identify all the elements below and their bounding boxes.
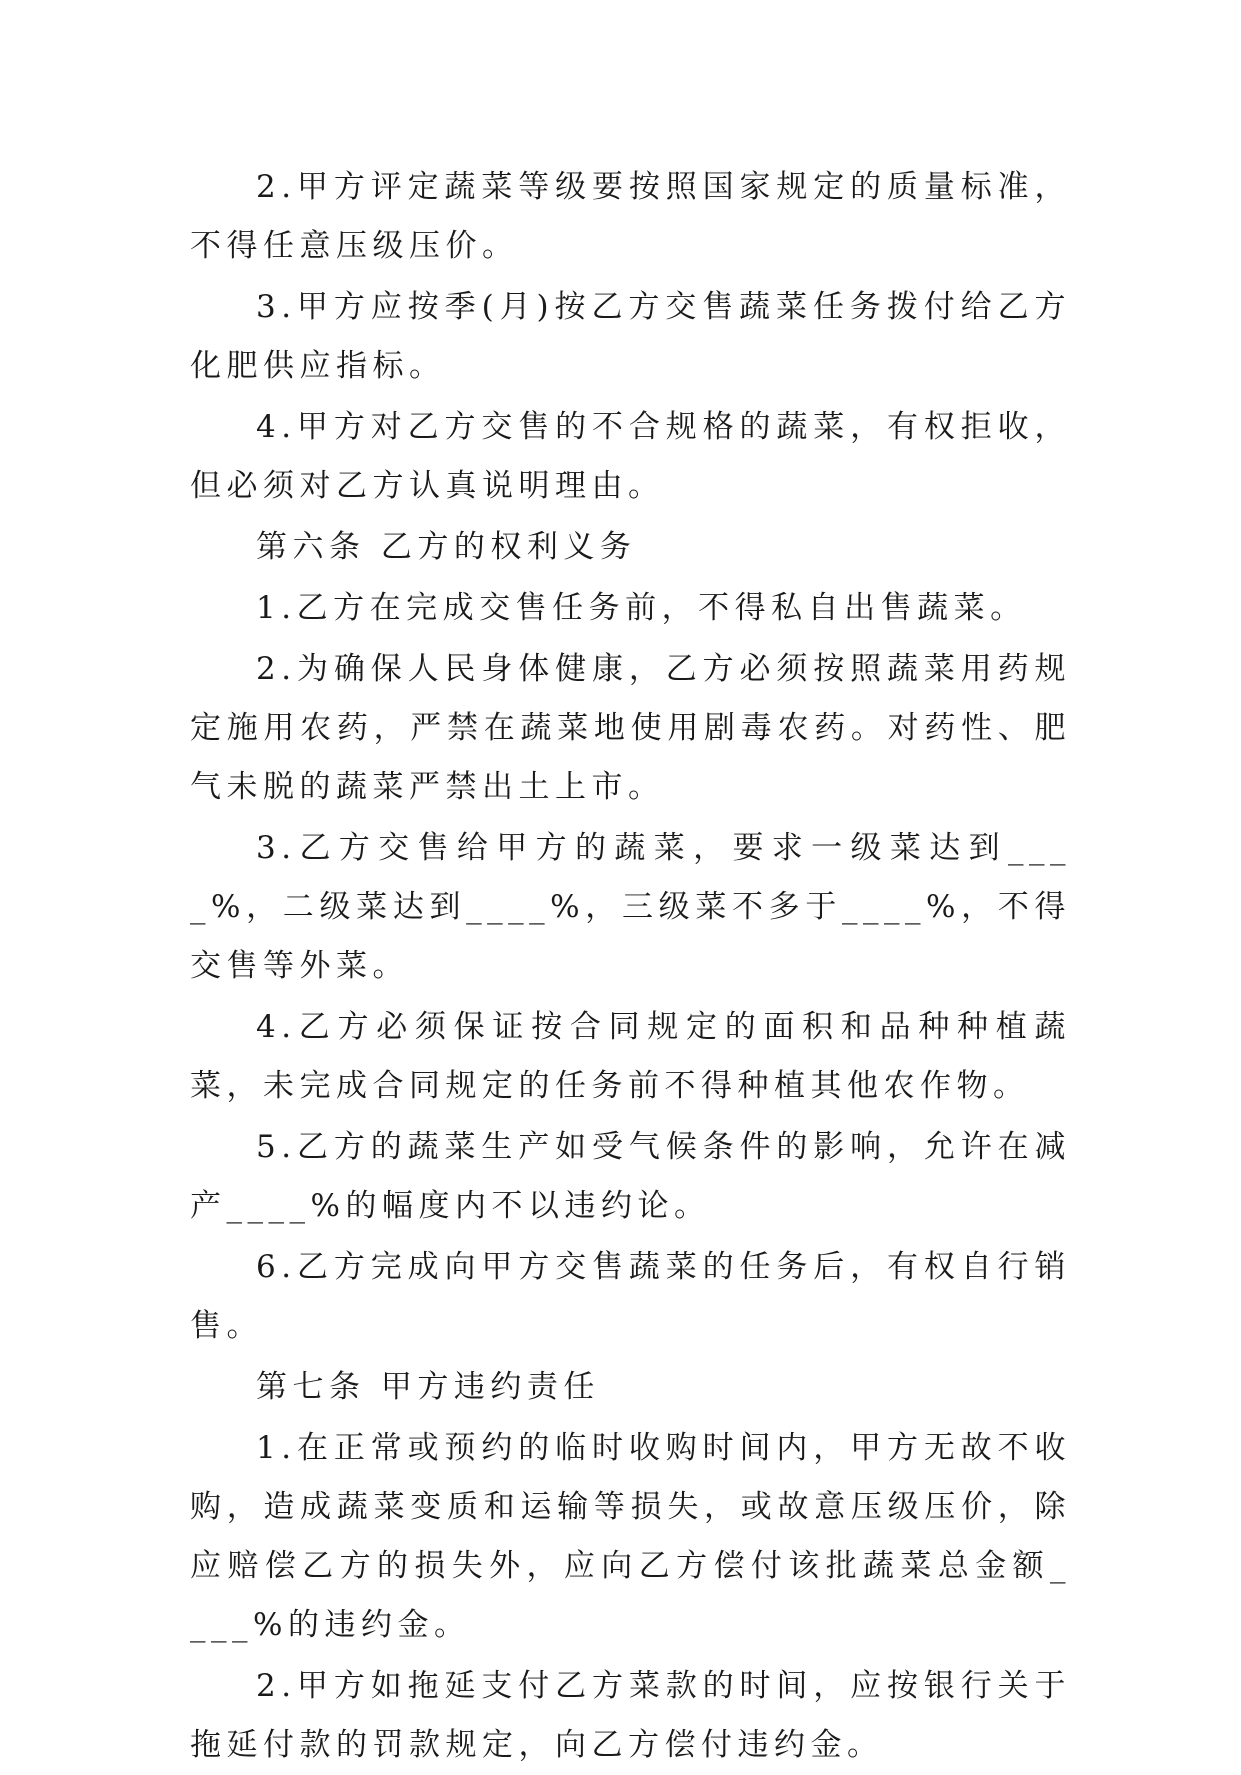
article-7-heading: 第七条 甲方违约责任	[256, 1369, 600, 1405]
clause-6-item-3: 3.乙方交售给甲方的蔬菜，要求一级菜达到____%，二级菜达到____%，三级菜不多于____%，不得交售等外菜。	[190, 830, 1071, 984]
clause-7-item-1: 1.在正常或预约的临时收购时间内，甲方无故不收购，造成蔬菜变质和运输等损失，或故意压级压价，除应赔偿乙方的损失外，应向乙方偿付该批蔬菜总金额____%的违约金。	[190, 1430, 1071, 1643]
clause-6-item-2: 2.为确保人民身体健康，乙方必须按照蔬菜用药规定施用农药，严禁在蔬菜地使用剧毒农药。对药性、肥气未脱的蔬菜严禁出土上市。	[190, 651, 1071, 805]
clause-5-item-4: 4.甲方对乙方交售的不合规格的蔬菜，有权拒收，但必须对乙方认真说明理由。	[190, 409, 1071, 504]
clause-7-item-2: 2.甲方如拖延支付乙方菜款的时间，应按银行关于拖延付款的罚款规定，向乙方偿付违约金。	[190, 1668, 1071, 1763]
clause-6-item-1: 1.乙方在完成交售任务前，不得私自出售蔬菜。	[256, 590, 1027, 626]
article-6-heading: 第六条 乙方的权利义务	[256, 529, 637, 565]
clause-6-item-4: 4.乙方必须保证按合同规定的面积和品种种植蔬菜，未完成合同规定的任务前不得种植其他农作物。	[190, 1009, 1071, 1104]
clause-6-item-5: 5.乙方的蔬菜生产如受气候条件的影响，允许在减产____%的幅度内不以违约论。	[190, 1129, 1071, 1224]
clause-5-item-2: 2.甲方评定蔬菜等级要按照国家规定的质量标准，不得任意压级压价。	[190, 169, 1071, 264]
clause-6-item-6: 6.乙方完成向甲方交售蔬菜的任务后，有权自行销售。	[190, 1249, 1071, 1344]
clause-5-item-3: 3.甲方应按季(月)按乙方交售蔬菜任务拨付给乙方化肥供应指标。	[190, 289, 1071, 384]
